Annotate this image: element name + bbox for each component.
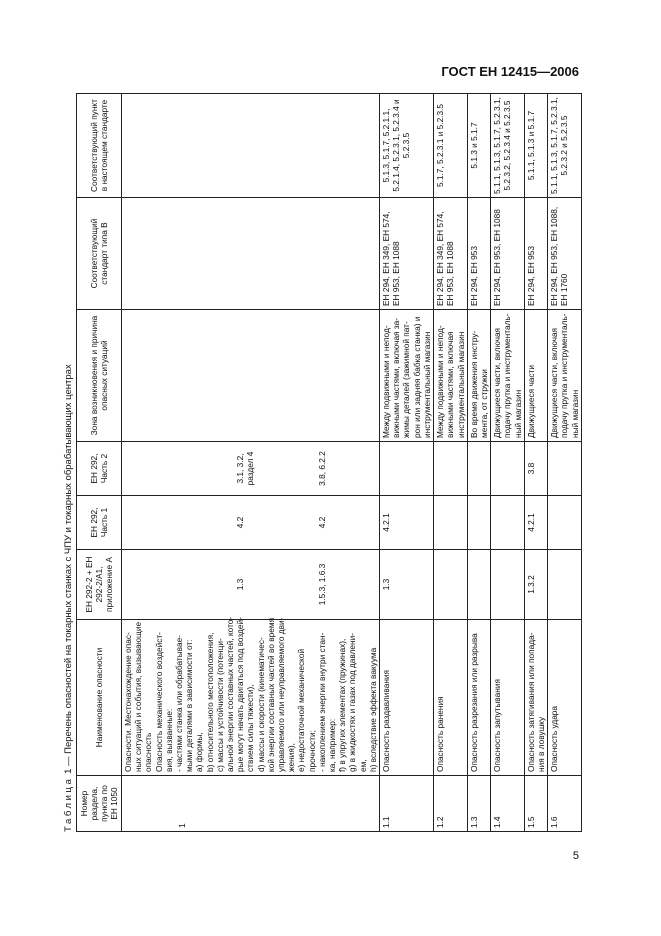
row-1-4-name: Опасность запутывания — [491, 620, 525, 776]
text-line: рые могут начать двигаться под воздей- — [235, 617, 246, 772]
text-line: Движущиеся части, включая — [492, 327, 503, 438]
row-1-1-clause: 5.1.3, 5.1.7, 5.2.1.1, 5.2.1.4, 5.2.3.1, 5.2.3.4 и 5.2.3.5 — [380, 94, 434, 198]
row-1-3-annex-a — [467, 550, 490, 620]
row-1-6-type-b: ЕН 294, ЕН 953, ЕН 1088, ЕН 1760 — [548, 198, 582, 310]
text-line: инструментальный магазин — [455, 331, 466, 438]
row-1-3-zone — [467, 310, 490, 442]
row-1-5-part2: 3.8 — [524, 442, 547, 496]
text-line: ный магазин — [569, 389, 580, 438]
text-line: инструментальный магазин — [421, 331, 432, 438]
row-1-1-name: Опасность раздавливания — [380, 620, 434, 776]
text-line: Опасности. Местонахождение опас- — [123, 632, 133, 772]
text-line: Опасность механического воздейст- — [153, 632, 164, 772]
part1-value: 4.2 — [317, 516, 328, 529]
row-1-3-num: 1.3 — [467, 776, 490, 832]
text-line: ем, — [357, 759, 368, 772]
text-line: f) в упругих элементах (пружинах), — [337, 638, 348, 772]
row-1-2-name: Опасность ранения — [434, 620, 468, 776]
row-1-6-part1 — [548, 496, 582, 550]
part2-value: 3.8, 6.2.2 — [317, 451, 328, 486]
row-1-4-num: 1.4 — [491, 776, 525, 832]
table-row — [491, 94, 525, 832]
row-1-6-clause: 5.1.1, 5.1.3, 5.1.7, 5.2.3.1, 5.2.3.2 и 5.2.3.5 — [548, 94, 582, 198]
text-line: рон или задняя бабка станка) и — [411, 316, 422, 438]
text-line: - накоплением энергии внутри стан- — [316, 632, 327, 772]
row-1-3-part2 — [467, 442, 490, 496]
row-1-2-part2 — [434, 442, 468, 496]
text-line: ных ситуаций и события, вызывающие — [133, 621, 144, 772]
col-header-type-b-standard: Соответствующий стандарт типа В — [77, 198, 122, 310]
text-line: Во время движения инстру- — [468, 330, 479, 438]
row-1-4-part1 — [491, 496, 525, 550]
landscape-table-wrapper — [62, 94, 582, 832]
hazards-table — [76, 93, 582, 832]
row-1-2-clause: 5.1.7, 5.2.3.1 и 5.2.3.5 — [434, 94, 468, 198]
row-1-5-zone: Движущиеся части — [524, 310, 547, 442]
text-line: а) формы, — [194, 732, 205, 772]
row-1-6-name: Опасность удара — [548, 620, 582, 776]
cell-en292-part1 — [122, 496, 380, 550]
text-line: Между подвижными и непод- — [435, 325, 446, 438]
row-1-4-part2 — [491, 442, 525, 496]
text-line: мента, от стружки — [478, 369, 489, 438]
row-1-5-clause: 5.1.1, 5.1.3 и 5.1.7 — [524, 94, 547, 198]
text-line: Между подвижными и непод- — [381, 325, 392, 438]
table-caption — [62, 94, 76, 832]
text-line: h) вследствие эффекта вакуума — [367, 647, 378, 772]
cell-en292-annex-a — [122, 550, 380, 620]
cell-hazard-name — [122, 616, 380, 776]
col-header-en292-annex-a: ЕН 292-2 + ЕН 292-2/А1, приложение А — [77, 550, 122, 620]
table-row — [380, 94, 434, 832]
cell-clause — [122, 94, 380, 198]
row-1-3-part1 — [467, 496, 490, 550]
row-1-5-part1: 4.2.1 — [524, 496, 547, 550]
text-line: управляемого или неуправляемого дви- — [276, 617, 287, 772]
text-line: подачу прутка и инструменталь- — [502, 313, 513, 438]
annex-a-value: 1.3 — [235, 578, 245, 591]
row-1-1-num: 1.1 — [380, 776, 434, 832]
text-line: Движущиеся части, включая — [549, 327, 560, 438]
row-1-5-name — [524, 620, 547, 776]
part1-value: 4.2 — [235, 516, 245, 529]
table-caption-lead: Таблица — [63, 776, 74, 832]
row-1-2-part1 — [434, 496, 468, 550]
row-1-3-clause: 5.1.3 и 5.1.7 — [467, 94, 490, 198]
row-1-5-num: 1.5 — [524, 776, 547, 832]
table-row — [434, 94, 468, 832]
text-line: опасность — [143, 732, 154, 772]
text-line: е) недостаточной механической — [296, 648, 307, 772]
row-1-5-type-b: ЕН 294, ЕН 953 — [524, 198, 547, 310]
row-1-2-num: 1.2 — [434, 776, 468, 832]
text-line: подачу прутка и инструменталь- — [559, 313, 570, 438]
document-header: ГОСТ ЕН 12415—2006 — [441, 64, 579, 79]
col-header-en292-part1: ЕН 292, Часть 1 — [77, 496, 122, 550]
text-line: вия, вызванные: — [163, 708, 174, 772]
row-1-6-part2 — [548, 442, 582, 496]
text-line: жимы деталей (зажимной пат- — [401, 321, 412, 438]
row-1-2-zone — [434, 310, 468, 442]
col-header-clause-en1050: Номер раздела, пункта по ЕН 1050 — [77, 776, 122, 832]
text-line: - частями станка или обрабатывае- — [174, 635, 185, 772]
text-line: кой энергии составных частей во время — [265, 617, 276, 772]
text-line: альной энергии составных частей, кото- — [225, 616, 236, 772]
row-1-1-annex-a: 1.3 — [380, 550, 434, 620]
text-line: ствием силы тяжести), — [245, 684, 256, 772]
row-1-1-part1: 4.2.1 — [380, 496, 434, 550]
row-1-1-zone — [380, 310, 434, 442]
page-number: 5 — [572, 850, 579, 862]
row-1-4-type-b: ЕН 294, ЕН 953, ЕН 1088 — [491, 198, 525, 310]
cell-en292-part2 — [122, 442, 380, 496]
cell-num — [122, 776, 380, 832]
text-line: прочности; — [306, 730, 317, 772]
row-1-num: 1 — [177, 823, 187, 828]
row-1-4-zone — [491, 310, 525, 442]
text-line: вижными частями, включая за- — [391, 317, 402, 438]
row-1-2-annex-a — [434, 550, 468, 620]
row-1-3-name: Опасность разрезания или разрыва — [467, 620, 490, 776]
text-line: жения), — [286, 743, 297, 772]
text-line: Опасность затягивания или попада- — [525, 632, 536, 772]
text-line: g) в жидкостях и газах под давлени- — [347, 632, 358, 772]
col-header-zone: Зона возникновения и причина опасных ситуаций — [77, 310, 122, 442]
cell-type-b-standard — [122, 198, 380, 310]
text-line: вижными частями, включая — [445, 331, 456, 438]
table-header-row — [77, 94, 122, 832]
text-line: ный магазин — [512, 389, 523, 438]
part2-value: 3.1, 3.2, раздел 4 — [235, 451, 256, 486]
col-header-hazard-name: Наименование опасности — [77, 620, 122, 776]
row-1-3-type-b: ЕН 294, ЕН 953 — [467, 198, 490, 310]
table-row — [122, 94, 380, 832]
annex-a-value: 1.5.3, 1.6.3 — [317, 563, 328, 606]
table-caption-text: 1 — Перечень опасностей на токарных станках с ЧПУ и токарных обрабатывающих центрах — [63, 364, 74, 777]
text-line: b) относительного местоположения, — [204, 632, 215, 772]
text-line: ка, например: — [327, 718, 338, 772]
text-line: мыми деталями в зависимости от: — [184, 639, 195, 772]
row-1-4-annex-a — [491, 550, 525, 620]
table-row — [467, 94, 490, 832]
row-1-6-num: 1.6 — [548, 776, 582, 832]
rotated-table-area — [62, 94, 582, 832]
table-row — [548, 94, 582, 832]
row-1-6-zone — [548, 310, 582, 442]
row-1-5-annex-a: 1.3.2 — [524, 550, 547, 620]
text-line: d) массы и скорости (кинематичес- — [255, 637, 266, 772]
row-1-4-clause: 5.1.1, 5.1.3, 5.1.7, 5.2.3.1, 5.2.3.2, 5.2.3.4 и 5.2.3.5 — [491, 94, 525, 198]
text-line: с) массы и устойчивости (потенци- — [214, 638, 225, 772]
col-header-clause-this-standard: Соответствующий пункт в настоящем стандарте — [77, 94, 122, 198]
row-1-1-part2 — [380, 442, 434, 496]
row-1-1-type-b: ЕН 294, ЕН 349, ЕН 574, ЕН 953, ЕН 1088 — [380, 198, 434, 310]
row-1-6-annex-a — [548, 550, 582, 620]
cell-zone — [122, 310, 380, 442]
row-1-2-type-b: ЕН 294, ЕН 349, ЕН 574, ЕН 953, ЕН 1088 — [434, 198, 468, 310]
col-header-en292-part2: ЕН 292, Часть 2 — [77, 442, 122, 496]
text-line: ния в ловушку — [535, 716, 546, 772]
table-row — [524, 94, 547, 832]
